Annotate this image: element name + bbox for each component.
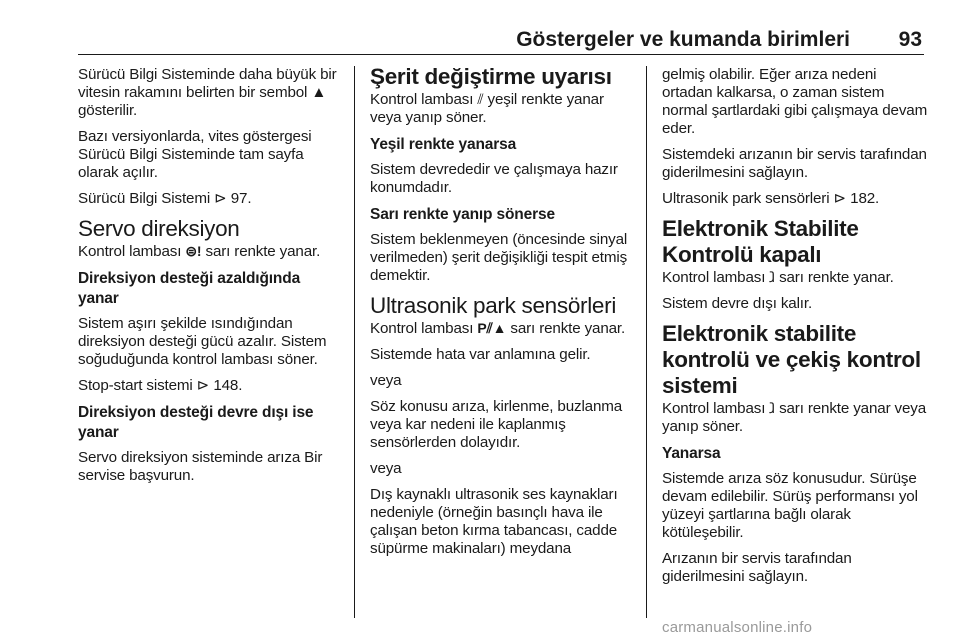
lane-change-icon: ⫽	[477, 91, 484, 107]
paragraph: Kontrol lambası ⱹ sarı renkte yanar veya yanıp söner.	[662, 400, 927, 435]
paragraph: Sistem devrededir ve çalışmaya hazır konumdadır.	[370, 161, 618, 196]
header-rule	[78, 54, 924, 55]
cross-reference: Stop-start sistemi ⊳ 148.	[78, 377, 243, 394]
paragraph: Kontrol lambası ⊜! sarı renkte yanar.	[78, 243, 321, 260]
section-heading-lane-change: Şerit değiştirme uyarısı	[370, 64, 612, 89]
header-title: Göstergeler ve kumanda birimleri	[516, 28, 850, 51]
esc-icon: ⱹ	[769, 400, 775, 416]
watermark: carmanualsonline.info	[662, 619, 813, 636]
section-heading-esc-off: Elektronik Stabilite Kontrolü kapalı	[662, 216, 859, 267]
paragraph: Servo direksiyon sisteminde arıza Bir servise başvurun.	[78, 449, 323, 484]
paragraph: gelmiş olabilir. Eğer arıza nedeni ortadan kalkarsa, o zaman sistem normal şartlardaki gibi çalışmaya devam eder.	[662, 66, 928, 137]
paragraph: Kontrol lambası ⫽ yeşil renkte yanar veya yanıp söner.	[370, 91, 604, 126]
paragraph: Arızanın bir servis tarafından giderilmesini sağlayın.	[662, 550, 852, 585]
column-divider	[354, 66, 355, 618]
subheading: Direksiyon desteği azaldığında yanar	[78, 270, 301, 307]
column-3	[662, 66, 928, 594]
section-heading-servo: Servo direksiyon	[78, 216, 240, 241]
paragraph: Sistem devre dışı kalır.	[662, 295, 813, 312]
page-header	[78, 24, 924, 54]
cross-reference: Sürücü Bilgi Sistemi ⊳ 97.	[78, 190, 252, 207]
paragraph: Kontrol lambası P⫽▲ sarı renkte yanar.	[370, 320, 626, 337]
paragraph: Sistemde arıza söz konusudur. Sürüşe devam edilebilir. Sürüş performansı yol yüzeyi şartlarına bağlı olarak kötüleşebilir.	[662, 470, 918, 541]
paragraph: veya	[370, 372, 402, 389]
section-heading-esc: Elektronik stabilite kontrolü ve çekiş kontrol sistemi	[662, 321, 921, 398]
paragraph: Bazı versiyonlarda, vites göstergesi Sürücü Bilgi Sisteminde tam sayfa olarak açılır.	[78, 128, 312, 181]
column-divider	[646, 66, 647, 618]
paragraph: Söz konusu arıza, kirlenme, buzlanma veya kar nedeni ile kaplanmış sensörlerden dolayıdır.	[370, 398, 623, 451]
paragraph: Sistem beklenmeyen (öncesinde sinyal verilmeden) şerit değişikliği tespit etmiş demektir.	[370, 231, 628, 284]
page-number: 93	[898, 28, 922, 51]
subheading: Yeşil renkte yanarsa	[370, 136, 517, 153]
paragraph: veya	[370, 460, 402, 477]
paragraph: Sistemdeki arızanın bir servis tarafından giderilmesini sağlayın.	[662, 146, 927, 181]
paragraph: Dış kaynaklı ultrasonik ses kaynakları nedeniyle (örneğin basınçlı hava ile çalışan beton kırma tabancası, cadde süpürme makinaları) meydana	[370, 486, 618, 557]
park-sensor-icon: P⫽▲	[477, 320, 507, 336]
esc-off-icon: ⱹ	[769, 269, 775, 285]
column-2	[370, 66, 636, 566]
paragraph: Sistem aşırı şekilde ısındığından direksiyon desteği gücü azalır. Sistem soğuduğunda kontrol lambası söner.	[78, 315, 327, 368]
subheading: Sarı renkte yanıp sönerse	[370, 206, 555, 223]
paragraph: Sürücü Bilgi Sisteminde daha büyük bir vitesin rakamını belirten bir sembol ▲ gösterilir.	[78, 66, 337, 119]
column-1	[78, 66, 344, 493]
subheading: Direksiyon desteği devre dışı ise yanar	[78, 404, 314, 441]
section-heading-parking-sensors: Ultrasonik park sensörleri	[370, 293, 617, 318]
power-steering-warning-icon: ⊜!	[185, 243, 202, 259]
paragraph: Sistemde hata var anlamına gelir.	[370, 346, 591, 363]
cross-reference: Ultrasonik park sensörleri ⊳ 182.	[662, 190, 880, 207]
paragraph: Kontrol lambası ⱹ sarı renkte yanar.	[662, 269, 894, 286]
subheading: Yanarsa	[662, 445, 721, 462]
